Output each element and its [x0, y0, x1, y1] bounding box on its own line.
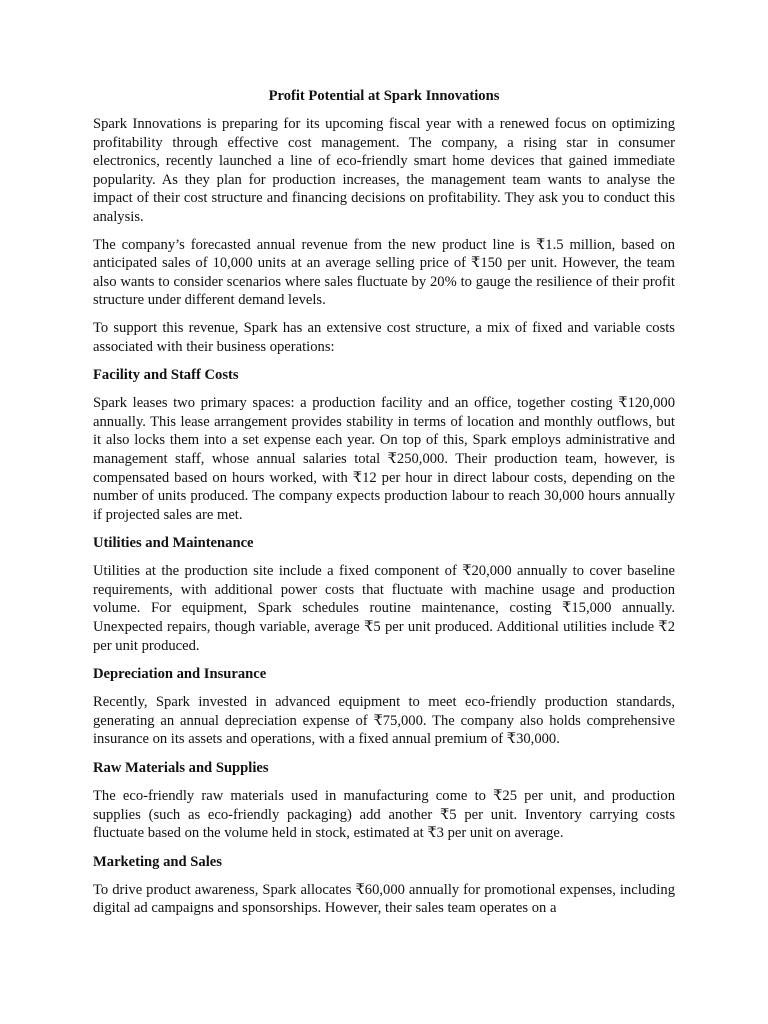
intro-paragraph-1: Spark Innovations is preparing for its upcoming fiscal year with a renewed focus on optimizing profitability through effective cost management. The company, a rising star in consumer electronics, recently launched a line of eco-friendly smart home devices that gained immediate popularity. As they plan for production increases, the management team wants to analyse the impact of their cost structure and financing decisions on profitability. They ask you to conduct this analysis.: [93, 116, 675, 225]
intro-paragraph-3: To support this revenue, Spark has an extensive cost structure, a mix of fixed and variable costs associated with their business operations:: [93, 319, 675, 355]
section-heading-utilities-maintenance: Utilities and Maintenance: [93, 535, 254, 552]
section-heading-raw-materials: Raw Materials and Supplies: [93, 760, 269, 777]
intro-paragraph-2: The company’s forecasted annual revenue from the new product line is ₹1.5 million, based on anticipated sales of 10,000 units at an average selling price of ₹150 per unit. However, the team also wants to consider scenarios where sales fluctuate by 20% to gauge the resilience of their profit structure under different demand levels.: [93, 236, 675, 309]
document-page: [93, 85, 675, 927]
document-title: Profit Potential at Spark Innovations: [268, 88, 500, 104]
section-body-depreciation-insurance: Recently, Spark invested in advanced equipment to meet eco-friendly production standards, generating an annual depreciation expense of ₹75,000. The company also holds comprehensive insurance on its assets and operations, with a fixed annual premium of ₹30,000.: [93, 694, 675, 748]
section-body-utilities-maintenance: Utilities at the production site include a fixed component of ₹20,000 annually to cover baseline requirements, with additional power costs that fluctuate with machine usage and production volume. For equipment, Spark schedules routine maintenance, costing ₹15,000 annually. Unexpected repairs, though variable, average ₹5 per unit produced. Additional utilities include ₹2 per unit produced.: [93, 563, 675, 654]
section-heading-facility-staff: Facility and Staff Costs: [93, 367, 239, 384]
section-heading-marketing-sales: Marketing and Sales: [93, 853, 222, 870]
section-body-facility-staff: Spark leases two primary spaces: a production facility and an office, together costing ₹120,000 annually. This lease arrangement provides stability in terms of location and monthly outflows, but it also locks them into a set expense each year. On top of this, Spark employs administrative and management staff, whose annual salaries total ₹250,000. Their production team, however, is compensated based on hours worked, with ₹12 per hour in direct labour costs, depending on the number of units produced. The company expects production labour to reach 30,000 hours annually if projected sales are met.: [93, 395, 675, 523]
section-body-marketing-sales: To drive product awareness, Spark allocates ₹60,000 annually for promotional expenses, including digital ad campaigns and sponsorships. However, their sales team operates on a: [93, 881, 675, 917]
section-heading-depreciation-insurance: Depreciation and Insurance: [93, 666, 267, 683]
section-body-raw-materials: The eco-friendly raw materials used in manufacturing come to ₹25 per unit, and production supplies (such as eco-friendly packaging) add another ₹5 per unit. Inventory carrying costs fluctuate based on the volume held in stock, estimated at ₹3 per unit on average.: [93, 788, 675, 842]
